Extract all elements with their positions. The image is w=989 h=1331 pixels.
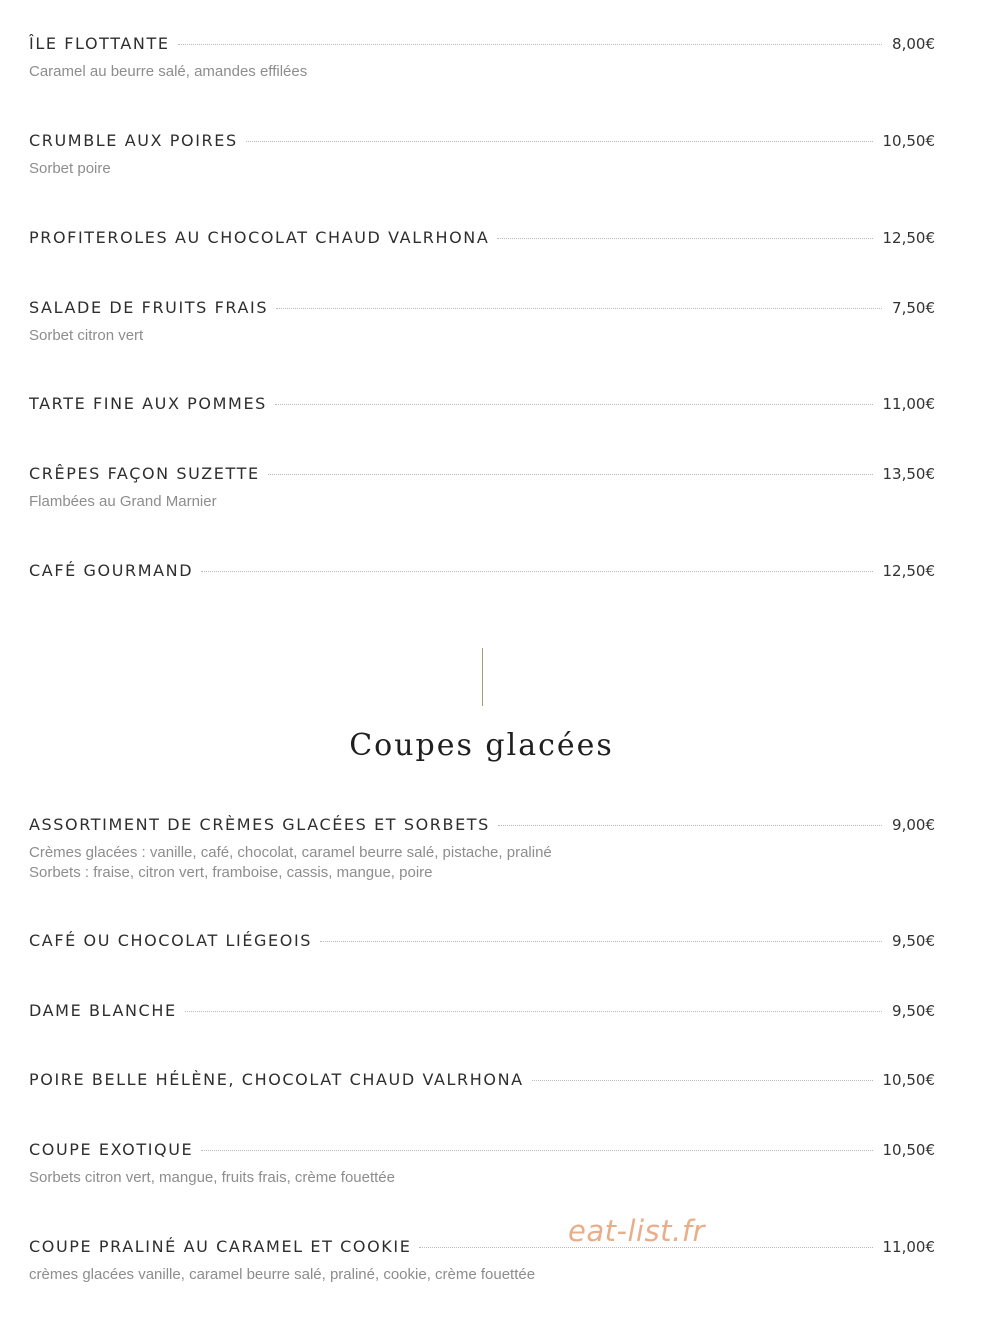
item-price: 11,00€: [882, 395, 935, 413]
item-name: ÎLE FLOTTANTE: [29, 34, 170, 53]
item-name: TARTE FINE AUX POMMES: [29, 394, 267, 413]
item-name: CRUMBLE AUX POIRES: [29, 131, 238, 150]
menu-item: [29, 131, 935, 179]
item-name: CRÊPES FAÇON SUZETTE: [29, 464, 260, 483]
dotted-leader: [178, 44, 882, 45]
item-name: CAFÉ GOURMAND: [29, 561, 194, 580]
item-name: COUPE EXOTIQUE: [29, 1140, 194, 1159]
menu-item: [29, 1140, 935, 1188]
dotted-leader: [268, 474, 873, 475]
dotted-leader: [275, 404, 873, 405]
item-name: CAFÉ OU CHOCOLAT LIÉGEOIS: [29, 931, 313, 950]
item-price: 9,50€: [892, 932, 935, 950]
dotted-leader: [201, 1150, 872, 1151]
item-name: ASSORTIMENT DE CRÈMES GLACÉES ET SORBETS: [29, 815, 490, 834]
section-divider: [482, 648, 483, 706]
menu-item: [29, 464, 935, 512]
item-price: 9,50€: [892, 1002, 935, 1020]
item-description: crèmes glacées vanille, caramel beurre salé, praliné, cookie, crème fouettée: [29, 1266, 536, 1283]
menu-item: [29, 815, 935, 883]
watermark: eat-list.fr: [568, 1214, 705, 1248]
menu-item: [29, 1237, 935, 1285]
item-description: Sorbet poire: [29, 160, 111, 177]
dotted-leader: [201, 571, 872, 572]
item-name: POIRE BELLE HÉLÈNE, CHOCOLAT CHAUD VALRHONA: [29, 1070, 524, 1089]
dotted-leader: [185, 1011, 882, 1012]
item-name: SALADE DE FRUITS FRAIS: [29, 298, 269, 317]
section-title: Coupes glacées: [349, 728, 614, 763]
item-description: Crèmes glacées : vanille, café, chocolat, caramel beurre salé, pistache, praliné Sorbets : fraise, citron vert, framboise, cassis, mangue, poire: [29, 844, 552, 881]
dotted-leader: [498, 825, 882, 826]
item-price: 8,00€: [892, 35, 935, 53]
dotted-leader: [276, 308, 882, 309]
item-price: 11,00€: [882, 1238, 935, 1256]
menu-item: [29, 34, 935, 82]
dotted-leader: [320, 941, 882, 942]
item-price: 13,50€: [882, 465, 935, 483]
item-price: 12,50€: [882, 229, 935, 247]
dotted-leader: [497, 238, 872, 239]
menu-item: [29, 1001, 935, 1023]
item-name: DAME BLANCHE: [29, 1001, 177, 1020]
item-description: Sorbets citron vert, mangue, fruits frais, crème fouettée: [29, 1169, 395, 1186]
dotted-leader: [532, 1080, 873, 1081]
item-price: 9,00€: [892, 816, 935, 834]
menu-item: [29, 561, 935, 583]
menu-item: [29, 298, 935, 346]
item-price: 7,50€: [892, 299, 935, 317]
item-description: Sorbet citron vert: [29, 327, 144, 344]
item-name: COUPE PRALINÉ AU CARAMEL ET COOKIE: [29, 1237, 412, 1256]
dotted-leader: [246, 141, 873, 142]
item-price: 10,50€: [882, 1141, 935, 1159]
item-description: Flambées au Grand Marnier: [29, 493, 217, 510]
item-name: PROFITEROLES AU CHOCOLAT CHAUD VALRHONA: [29, 228, 490, 247]
item-price: 10,50€: [882, 1071, 935, 1089]
menu-item: [29, 228, 935, 250]
menu-item: [29, 931, 935, 953]
item-price: 12,50€: [882, 562, 935, 580]
menu-item: [29, 1070, 935, 1092]
item-description: Caramel au beurre salé, amandes effilées: [29, 63, 308, 80]
menu-item: [29, 394, 935, 416]
item-price: 10,50€: [882, 132, 935, 150]
